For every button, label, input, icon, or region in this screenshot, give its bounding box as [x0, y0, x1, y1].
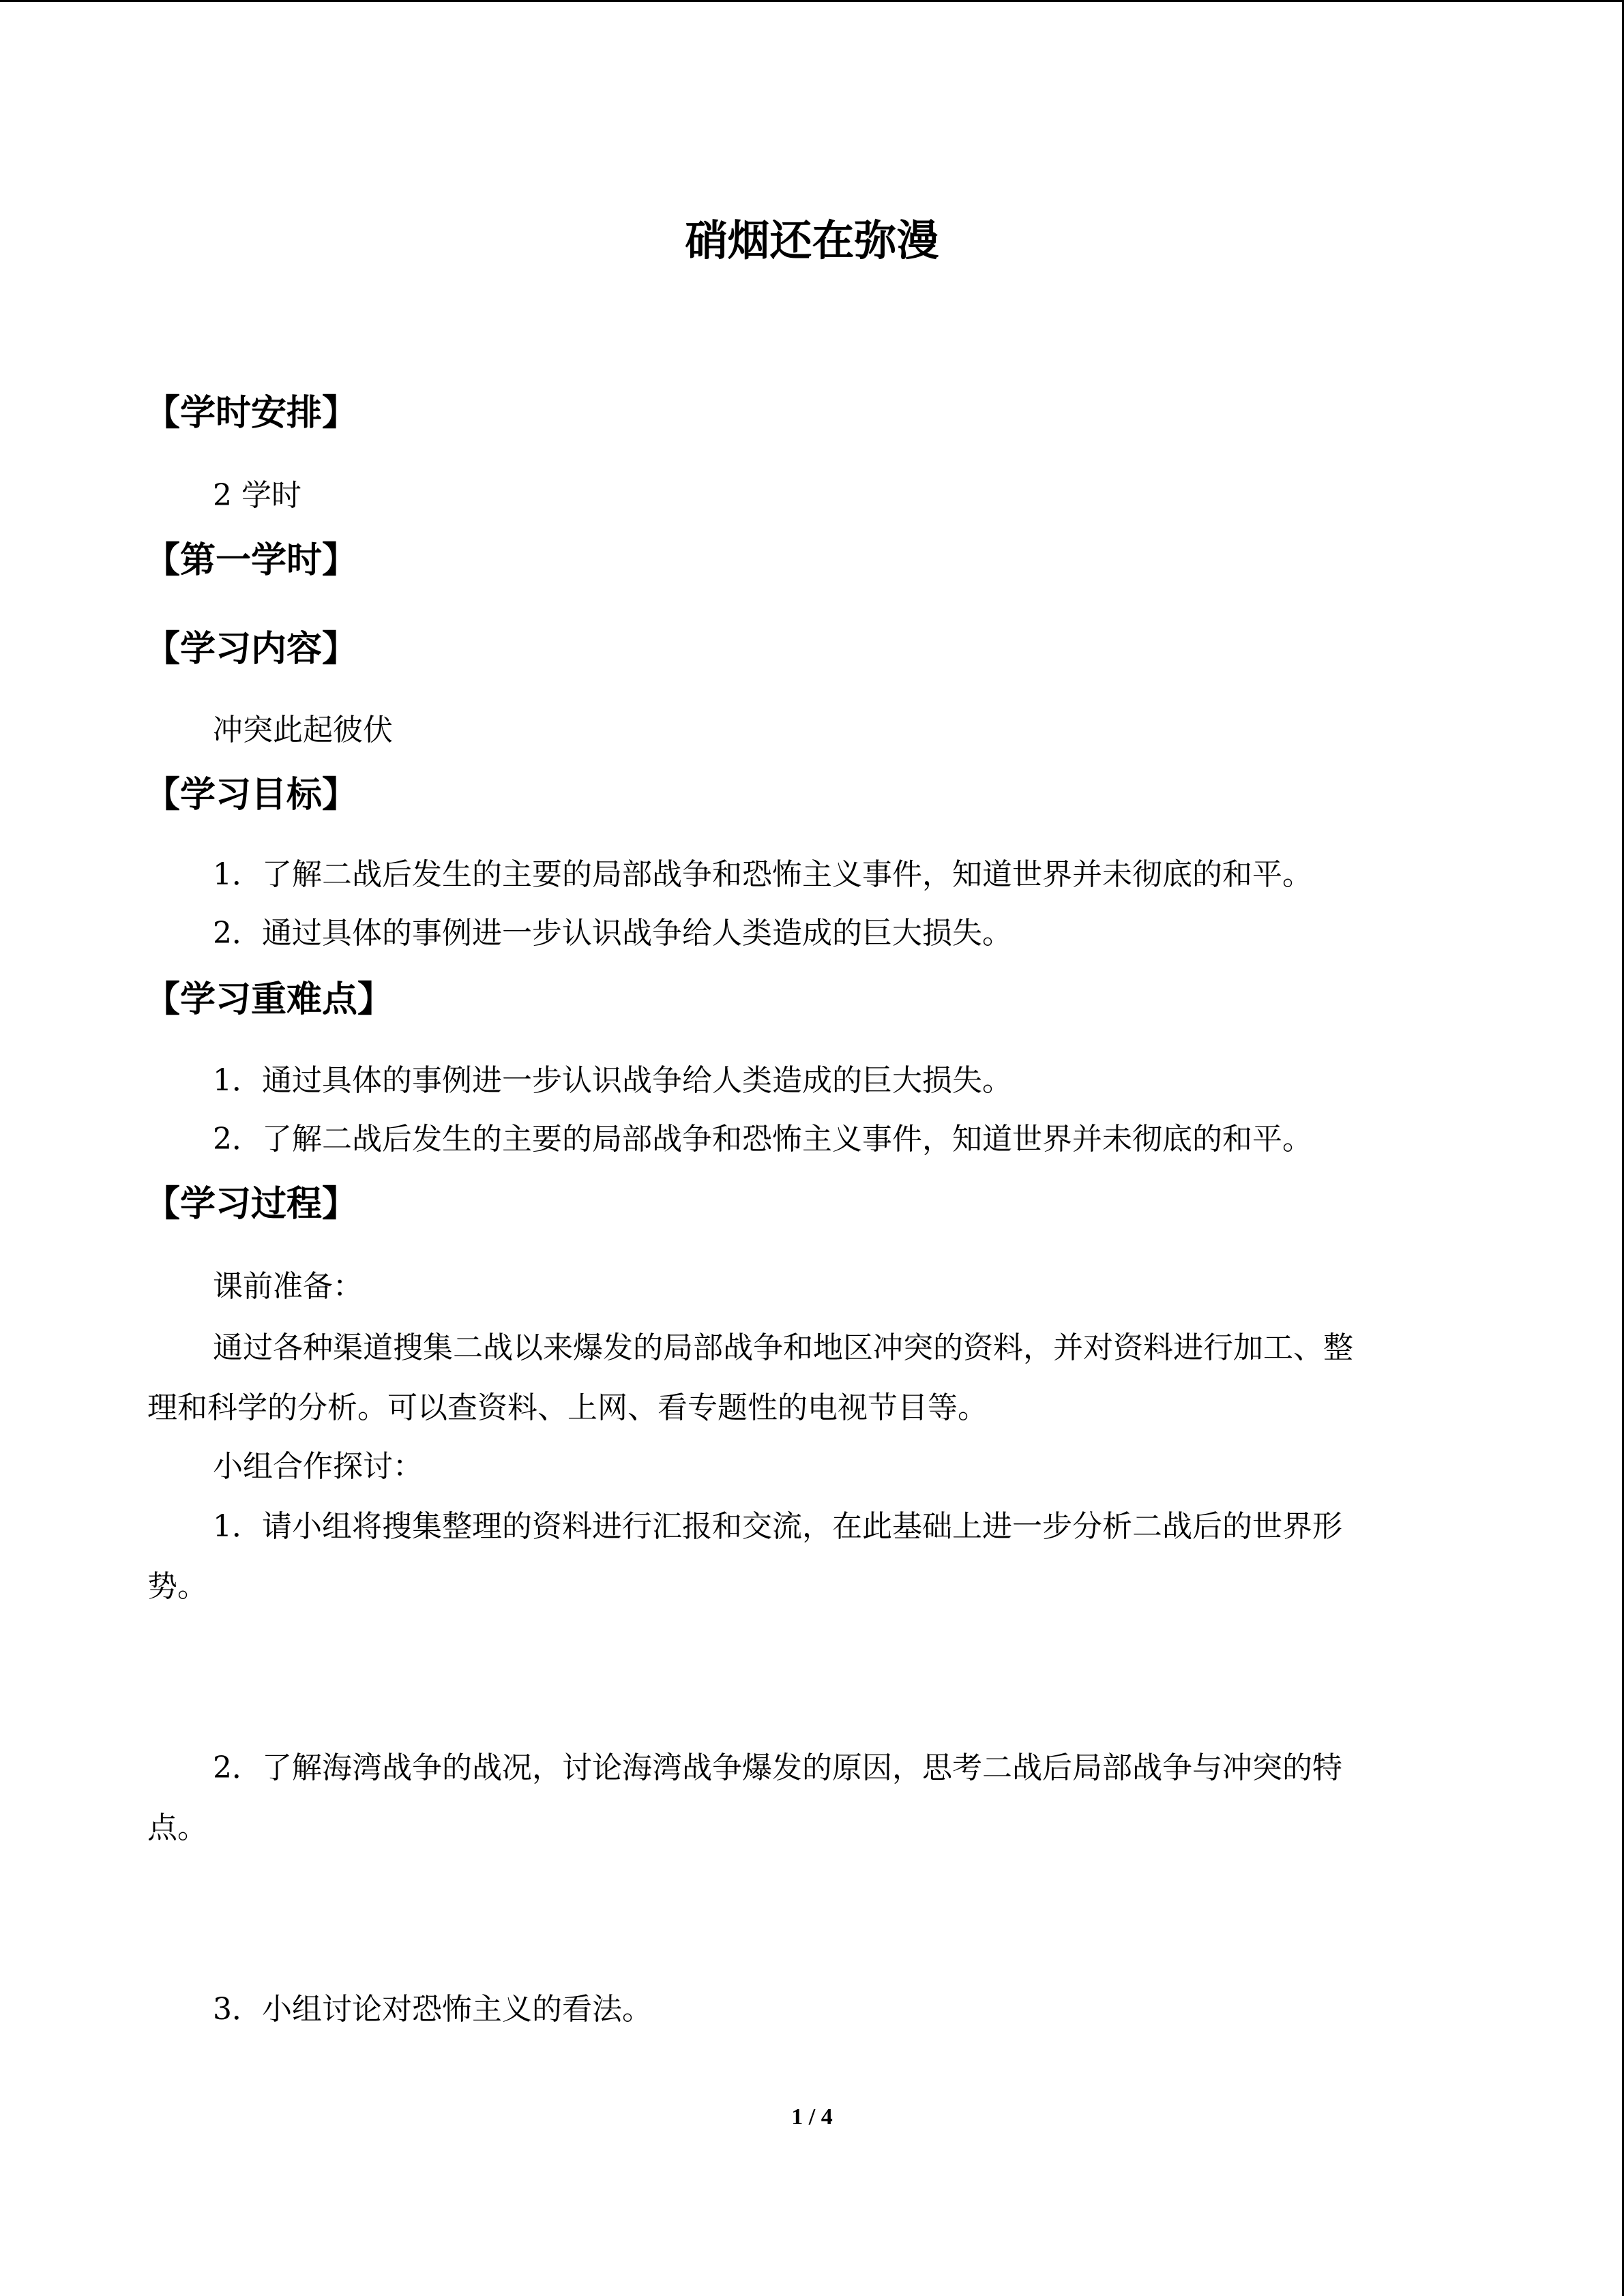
- process-heading: 【学习过程】: [145, 1184, 358, 1225]
- prep-text-line-1: 通过各种渠道搜集二战以来爆发的局部战争和地区冲突的资料，并对资料进行加工、整: [213, 1330, 1353, 1365]
- goals-heading: 【学习目标】: [145, 775, 358, 816]
- goal-item-2: 2．通过具体的事例进一步认识战争给人类造成的巨大损失。: [213, 916, 1012, 951]
- page-number: 1 / 4: [791, 2104, 833, 2130]
- first-period-heading: 【第一学时】: [145, 540, 358, 581]
- schedule-heading: 【学时安排】: [145, 393, 358, 434]
- schedule-text: 2 学时: [213, 478, 301, 513]
- key-point-item-2: 2．了解二战后发生的主要的局部战争和恐怖主义事件，知道世界并未彻底的和平。: [213, 1122, 1312, 1157]
- question-3-line-1: 3．小组讨论对恐怖主义的看法。: [213, 1992, 652, 2027]
- content-heading: 【学习内容】: [145, 629, 358, 670]
- prep-label: 课前准备：: [213, 1269, 363, 1304]
- goal-item-1: 1．了解二战后发生的主要的局部战争和恐怖主义事件，知道世界并未彻底的和平。: [213, 857, 1312, 892]
- question-2-line-2: 点。: [147, 1810, 207, 1845]
- question-1-line-2: 势。: [147, 1569, 207, 1604]
- key-point-item-1: 1．通过具体的事例进一步认识战争给人类造成的巨大损失。: [213, 1063, 1012, 1098]
- key-points-heading: 【学习重难点】: [145, 979, 394, 1020]
- group-label: 小组合作探讨：: [213, 1449, 423, 1484]
- document-title: 硝烟还在弥漫: [685, 215, 939, 265]
- content-text: 冲突此起彼伏: [213, 713, 393, 747]
- prep-text-line-2: 理和科学的分析。可以查资料、上网、看专题性的电视节目等。: [147, 1390, 988, 1425]
- question-1-line-1: 1．请小组将搜集整理的资料进行汇报和交流，在此基础上进一步分析二战后的世界形: [213, 1509, 1342, 1544]
- question-2-line-1: 2．了解海湾战争的战况，讨论海湾战争爆发的原因，思考二战后局部战争与冲突的特: [213, 1750, 1342, 1785]
